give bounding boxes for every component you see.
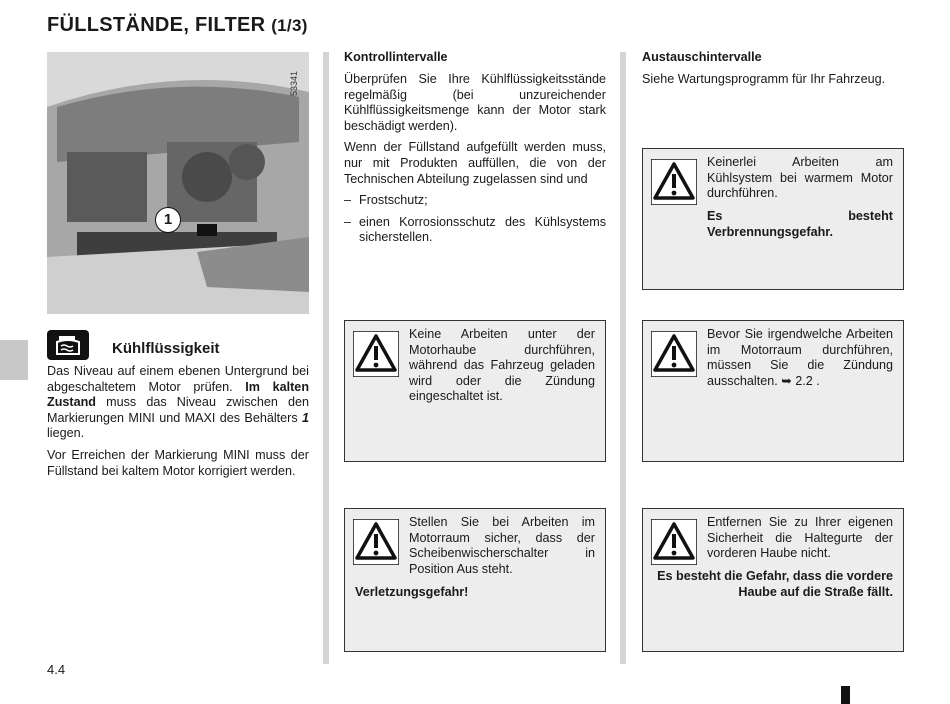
control-paragraph-1: Überprüfen Sie Ihre Kühlflüssigkeitsstände regelmäßig (bei unzureichender Kühlflüssigkeitsmenge kann der Motor stark beschädigt werden). bbox=[344, 72, 606, 133]
warning-3-bold: Es besteht Verbrennungsgefahr. bbox=[707, 209, 893, 239]
coolant-icon bbox=[47, 330, 89, 360]
warning-box-4 bbox=[642, 320, 904, 462]
warning-4-text: Bevor Sie irgendwelche Arbeiten im Motorraum durchführen, müssen Sie die Zündung ausschalten. ➥ 2.2 . bbox=[707, 327, 893, 388]
control-paragraph-2: Wenn der Füllstand aufgefüllt werden muss, nur mit Produkten auffüllen, die von der Technischen Abteilung zugelassen sind und bbox=[344, 140, 606, 186]
warning-1-text: Keine Arbeiten unter der Motorhaube durchführen, während das Fahrzeug geladen wird oder die Zündung eingeschaltet ist. bbox=[409, 327, 595, 404]
page-marker bbox=[841, 686, 850, 704]
control-heading: Kontrollintervalle bbox=[344, 50, 448, 64]
list-item: – einen Korrosionsschutz des Kühlsystems sicherstellen. bbox=[344, 214, 606, 245]
warning-triangle-icon bbox=[651, 159, 697, 205]
chapter-tab bbox=[0, 340, 28, 380]
page-title: FÜLLSTÄNDE, FILTER (1/3) bbox=[47, 14, 308, 36]
replace-paragraph: Siehe Wartungsprogramm für Ihr Fahrzeug. bbox=[642, 72, 886, 86]
warning-5-bold: Es besteht die Gefahr, dass die vordere Haube auf die Straße fällt. bbox=[657, 569, 893, 599]
list-item: – Frostschutz; bbox=[344, 193, 428, 208]
image-id: 53341 bbox=[289, 70, 299, 96]
coolant-heading: Kühlflüssigkeit bbox=[112, 340, 220, 357]
warning-2-text: Stellen Sie bei Arbeiten im Motorraum sicher, dass der Scheibenwischerschalter in Position Aus steht. bbox=[409, 515, 595, 576]
replace-section bbox=[642, 50, 904, 88]
coolant-text bbox=[47, 364, 309, 479]
warning-triangle-icon bbox=[353, 331, 399, 377]
warning-box-3 bbox=[642, 148, 904, 290]
column-divider-1 bbox=[323, 52, 329, 664]
replace-heading: Austauschintervalle bbox=[642, 50, 762, 64]
warning-3-text: Keinerlei Arbeiten am Kühlsystem bei warmem Motor durchführen. bbox=[707, 155, 893, 201]
page-number: 4.4 bbox=[47, 662, 66, 677]
warning-triangle-icon bbox=[651, 519, 697, 565]
warning-2-bold: Verletzungsgefahr! bbox=[355, 585, 469, 599]
control-section bbox=[344, 50, 606, 246]
warning-5-text: Entfernen Sie zu Ihrer eigenen Sicherheit die Haltegurte der vorderen Haube nicht. bbox=[707, 515, 893, 561]
warning-box-2 bbox=[344, 508, 606, 652]
coolant-paragraph-1: Das Niveau auf einem ebenen Untergrund bei abgeschaltetem Motor prüfen. Im kalten Zustand muss das Niveau zwischen den Markierungen MINI und MAXI des Behälters 1 liegen. bbox=[47, 364, 310, 441]
warning-triangle-icon bbox=[353, 519, 399, 565]
coolant-paragraph-2: Vor Erreichen der Markierung MINI muss der Füllstand bei kaltem Motor korrigiert werden. bbox=[47, 447, 309, 478]
warning-box-1 bbox=[344, 320, 606, 462]
warning-triangle-icon bbox=[651, 331, 697, 377]
column-divider-2 bbox=[620, 52, 626, 664]
callout-1: 1 bbox=[155, 207, 181, 233]
warning-box-5 bbox=[642, 508, 904, 652]
engine-bay-photo bbox=[47, 52, 309, 314]
